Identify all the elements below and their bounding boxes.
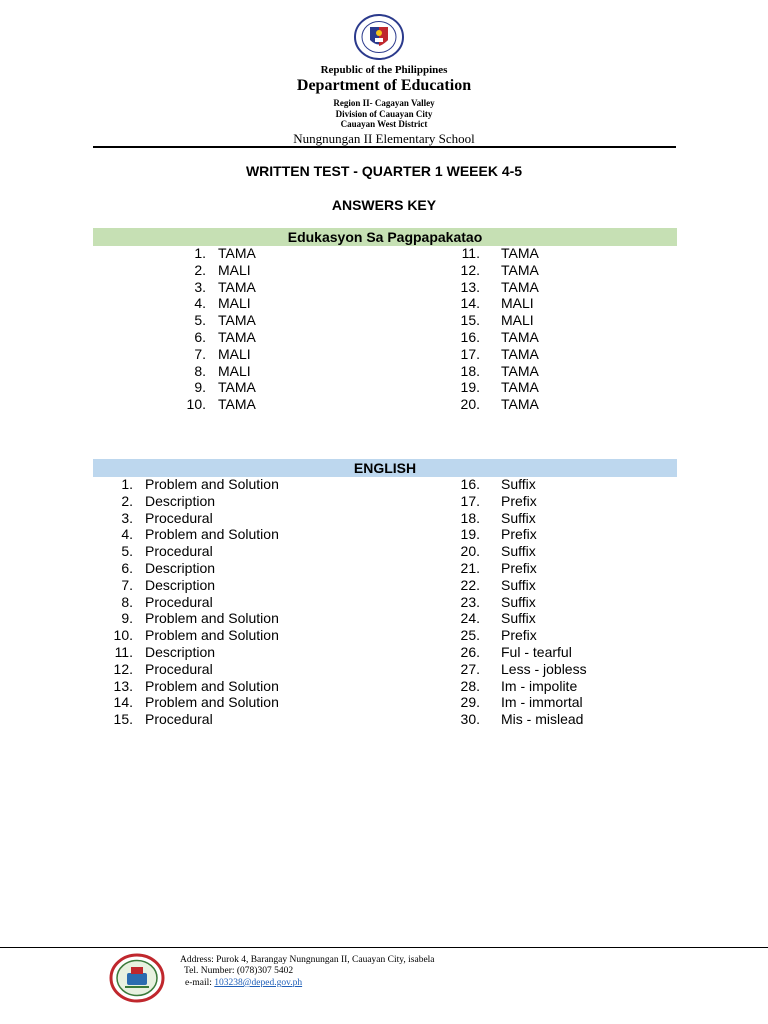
answer-text: MALI xyxy=(501,312,534,329)
english-answers-right xyxy=(400,476,720,728)
answer-item xyxy=(400,711,720,728)
answer-item xyxy=(0,711,400,728)
answer-text: Suffix xyxy=(501,476,536,492)
answer-item xyxy=(400,262,700,279)
answer-text: TAMA xyxy=(501,396,539,413)
answer-number: 10. xyxy=(186,396,206,413)
answer-number: 13. xyxy=(113,677,133,694)
answer-number: 7. xyxy=(194,345,206,362)
answer-text: Suffix xyxy=(501,593,536,610)
answer-item xyxy=(0,329,400,346)
answer-item xyxy=(0,363,400,380)
deped-seal-logo xyxy=(353,14,405,60)
answer-number: 17. xyxy=(460,345,480,362)
answer-item xyxy=(400,279,700,296)
answer-text: Problem and Solution xyxy=(145,610,279,627)
answer-text: Suffix xyxy=(501,509,536,526)
answer-number: 27. xyxy=(460,660,480,677)
school-logo xyxy=(109,953,165,1003)
answer-text: MALI xyxy=(218,261,251,278)
answer-text: TAMA xyxy=(218,278,256,295)
answer-number: 11. xyxy=(461,245,480,261)
answer-text: Problem and Solution xyxy=(145,694,279,711)
answer-text: Problem and Solution xyxy=(145,627,279,644)
answer-number: 20. xyxy=(460,543,480,560)
answer-item xyxy=(400,493,720,510)
answer-item xyxy=(400,594,720,611)
answer-number: 6. xyxy=(194,328,206,345)
answer-text: Procedural xyxy=(145,509,213,526)
answer-number: 30. xyxy=(460,711,480,728)
footer-telephone: Tel. Number: (078)307 5402 xyxy=(184,966,294,976)
answer-text: Prefix xyxy=(501,559,537,576)
answer-item xyxy=(0,346,400,363)
answer-item xyxy=(0,262,400,279)
answer-number: 15. xyxy=(113,711,133,728)
answer-text: TAMA xyxy=(501,261,539,278)
section-heading-english: ENGLISH xyxy=(93,459,677,477)
answer-text: Procedural xyxy=(145,543,213,560)
answer-number: 4. xyxy=(121,526,133,543)
answer-item xyxy=(400,627,720,644)
test-title: WRITTEN TEST - QUARTER 1 WEEEK 4-5 xyxy=(245,163,523,179)
answer-text: Procedural xyxy=(145,660,213,677)
answer-number: 29. xyxy=(460,694,480,711)
answer-item xyxy=(0,295,400,312)
header-republic: Republic of the Philippines xyxy=(320,64,448,76)
answer-number: 17. xyxy=(460,492,480,509)
footer-email xyxy=(185,978,302,988)
answer-number: 3. xyxy=(121,509,133,526)
answer-item xyxy=(400,577,720,594)
answer-item xyxy=(400,510,720,527)
answer-text: Problem and Solution xyxy=(145,677,279,694)
answer-item xyxy=(0,560,400,577)
answer-number: 25. xyxy=(460,627,480,644)
answer-number: 9. xyxy=(194,379,206,396)
answer-text: TAMA xyxy=(501,328,539,345)
header-school: Nungnungan II Elementary School xyxy=(293,131,475,146)
answer-item xyxy=(0,644,400,661)
answer-text: Suffix xyxy=(501,610,536,627)
answer-item xyxy=(0,678,400,695)
answer-text: TAMA xyxy=(501,245,539,261)
answer-text: Problem and Solution xyxy=(145,526,279,543)
answer-number: 12. xyxy=(460,261,480,278)
answer-number: 19. xyxy=(460,526,480,543)
answer-text: TAMA xyxy=(218,328,256,345)
answer-text: TAMA xyxy=(501,345,539,362)
answer-number: 18. xyxy=(460,509,480,526)
answer-text: Mis - mislead xyxy=(501,711,584,728)
answer-text: TAMA xyxy=(218,312,256,329)
english-answers-left xyxy=(0,476,400,728)
answer-number: 8. xyxy=(194,362,206,379)
footer-address: Address: Purok 4, Barangay Nungnungan II, Cauayan City, isabela xyxy=(180,955,435,965)
answer-item xyxy=(400,329,700,346)
answer-item xyxy=(400,312,700,329)
answer-item xyxy=(0,543,400,560)
answer-item xyxy=(0,510,400,527)
answer-text: TAMA xyxy=(218,379,256,396)
answer-item xyxy=(400,694,720,711)
answer-text: Procedural xyxy=(145,593,213,610)
answer-number: 6. xyxy=(121,559,133,576)
answer-number: 14. xyxy=(460,295,480,312)
answer-item xyxy=(400,476,720,493)
answer-item xyxy=(0,396,400,413)
answer-text: TAMA xyxy=(501,379,539,396)
answer-text: TAMA xyxy=(218,245,256,261)
answer-number: 11. xyxy=(114,643,133,660)
answer-number: 15. xyxy=(460,312,480,329)
footer-divider xyxy=(0,947,768,948)
answer-number: 1. xyxy=(194,245,206,261)
answer-number: 24. xyxy=(460,610,480,627)
answer-number: 13. xyxy=(460,278,480,295)
header-division: Division of Cauayan City xyxy=(335,109,433,119)
answer-item xyxy=(400,379,700,396)
answer-text: MALI xyxy=(501,295,534,312)
header-region: Region II- Cagayan Valley xyxy=(333,98,435,108)
esp-answers-left xyxy=(0,245,400,413)
answer-item xyxy=(400,661,720,678)
header-divider xyxy=(93,146,676,148)
answer-item xyxy=(0,694,400,711)
answer-text: Description xyxy=(145,492,216,509)
answer-item xyxy=(0,279,400,296)
answer-number: 12. xyxy=(113,660,133,677)
esp-answers-right xyxy=(400,245,700,413)
answer-item xyxy=(400,526,720,543)
answer-item xyxy=(0,476,400,493)
answer-item xyxy=(400,644,720,661)
answer-number: 16. xyxy=(460,328,480,345)
section-heading-esp: Edukasyon Sa Pagpapakatao xyxy=(93,228,677,246)
answer-item xyxy=(0,627,400,644)
answer-item xyxy=(0,245,400,262)
header-district: Cauayan West District xyxy=(340,119,428,129)
answer-text: Description xyxy=(145,643,216,660)
answer-text: TAMA xyxy=(218,396,256,413)
answer-text: Ful - tearful xyxy=(501,643,572,660)
answers-key-heading: ANSWERS KEY xyxy=(331,197,437,213)
answer-item xyxy=(0,610,400,627)
answer-number: 26. xyxy=(460,643,480,660)
answer-text: Procedural xyxy=(145,711,213,728)
answer-number: 5. xyxy=(121,543,133,560)
answer-number: 14. xyxy=(113,694,133,711)
answer-text: TAMA xyxy=(501,278,539,295)
answer-text: MALI xyxy=(218,362,251,379)
answer-text: MALI xyxy=(218,295,251,312)
answer-text: Problem and Solution xyxy=(145,476,279,492)
answer-number: 7. xyxy=(121,576,133,593)
answer-number: 2. xyxy=(194,261,206,278)
answer-number: 4. xyxy=(194,295,206,312)
answer-item xyxy=(0,577,400,594)
answer-text: Suffix xyxy=(501,543,536,560)
answer-item xyxy=(0,594,400,611)
email-link[interactable]: 103238@deped.gov.ph xyxy=(214,978,303,988)
answer-number: 10. xyxy=(113,627,133,644)
answer-item xyxy=(0,379,400,396)
answer-number: 1. xyxy=(121,476,133,492)
answer-number: 22. xyxy=(460,576,480,593)
answer-text: MALI xyxy=(218,345,251,362)
answer-text: Im - impolite xyxy=(501,677,578,694)
answer-text: Description xyxy=(145,576,216,593)
answer-number: 20. xyxy=(460,396,480,413)
answer-number: 3. xyxy=(194,278,206,295)
answer-text: TAMA xyxy=(501,362,539,379)
answer-number: 21. xyxy=(460,559,480,576)
answer-number: 9. xyxy=(121,610,133,627)
answer-text: Less - jobless xyxy=(501,660,587,677)
footer-email-label: e-mail: xyxy=(185,978,215,988)
header-department: Department of Education xyxy=(296,77,472,94)
answer-item xyxy=(400,295,700,312)
answer-item xyxy=(0,493,400,510)
answer-text: Prefix xyxy=(501,492,537,509)
answer-number: 8. xyxy=(121,593,133,610)
answer-item xyxy=(400,543,720,560)
answer-number: 28. xyxy=(460,677,480,694)
answer-number: 16. xyxy=(460,476,480,492)
answer-text: Description xyxy=(145,559,216,576)
answer-number: 18. xyxy=(460,362,480,379)
answer-text: Im - immortal xyxy=(501,694,583,711)
answer-item xyxy=(400,363,700,380)
answer-text: Suffix xyxy=(501,576,536,593)
answer-item xyxy=(400,346,700,363)
answer-item xyxy=(0,661,400,678)
answer-number: 19. xyxy=(460,379,480,396)
answer-text: Prefix xyxy=(501,627,537,644)
answer-number: 23. xyxy=(460,593,480,610)
answer-text: Prefix xyxy=(501,526,537,543)
answer-item xyxy=(400,245,700,262)
answer-item xyxy=(0,526,400,543)
answer-item xyxy=(400,610,720,627)
answer-item xyxy=(400,396,700,413)
answer-item xyxy=(400,560,720,577)
answer-item xyxy=(400,678,720,695)
answer-item xyxy=(0,312,400,329)
answer-number: 5. xyxy=(194,312,206,329)
answer-number: 2. xyxy=(121,492,133,509)
